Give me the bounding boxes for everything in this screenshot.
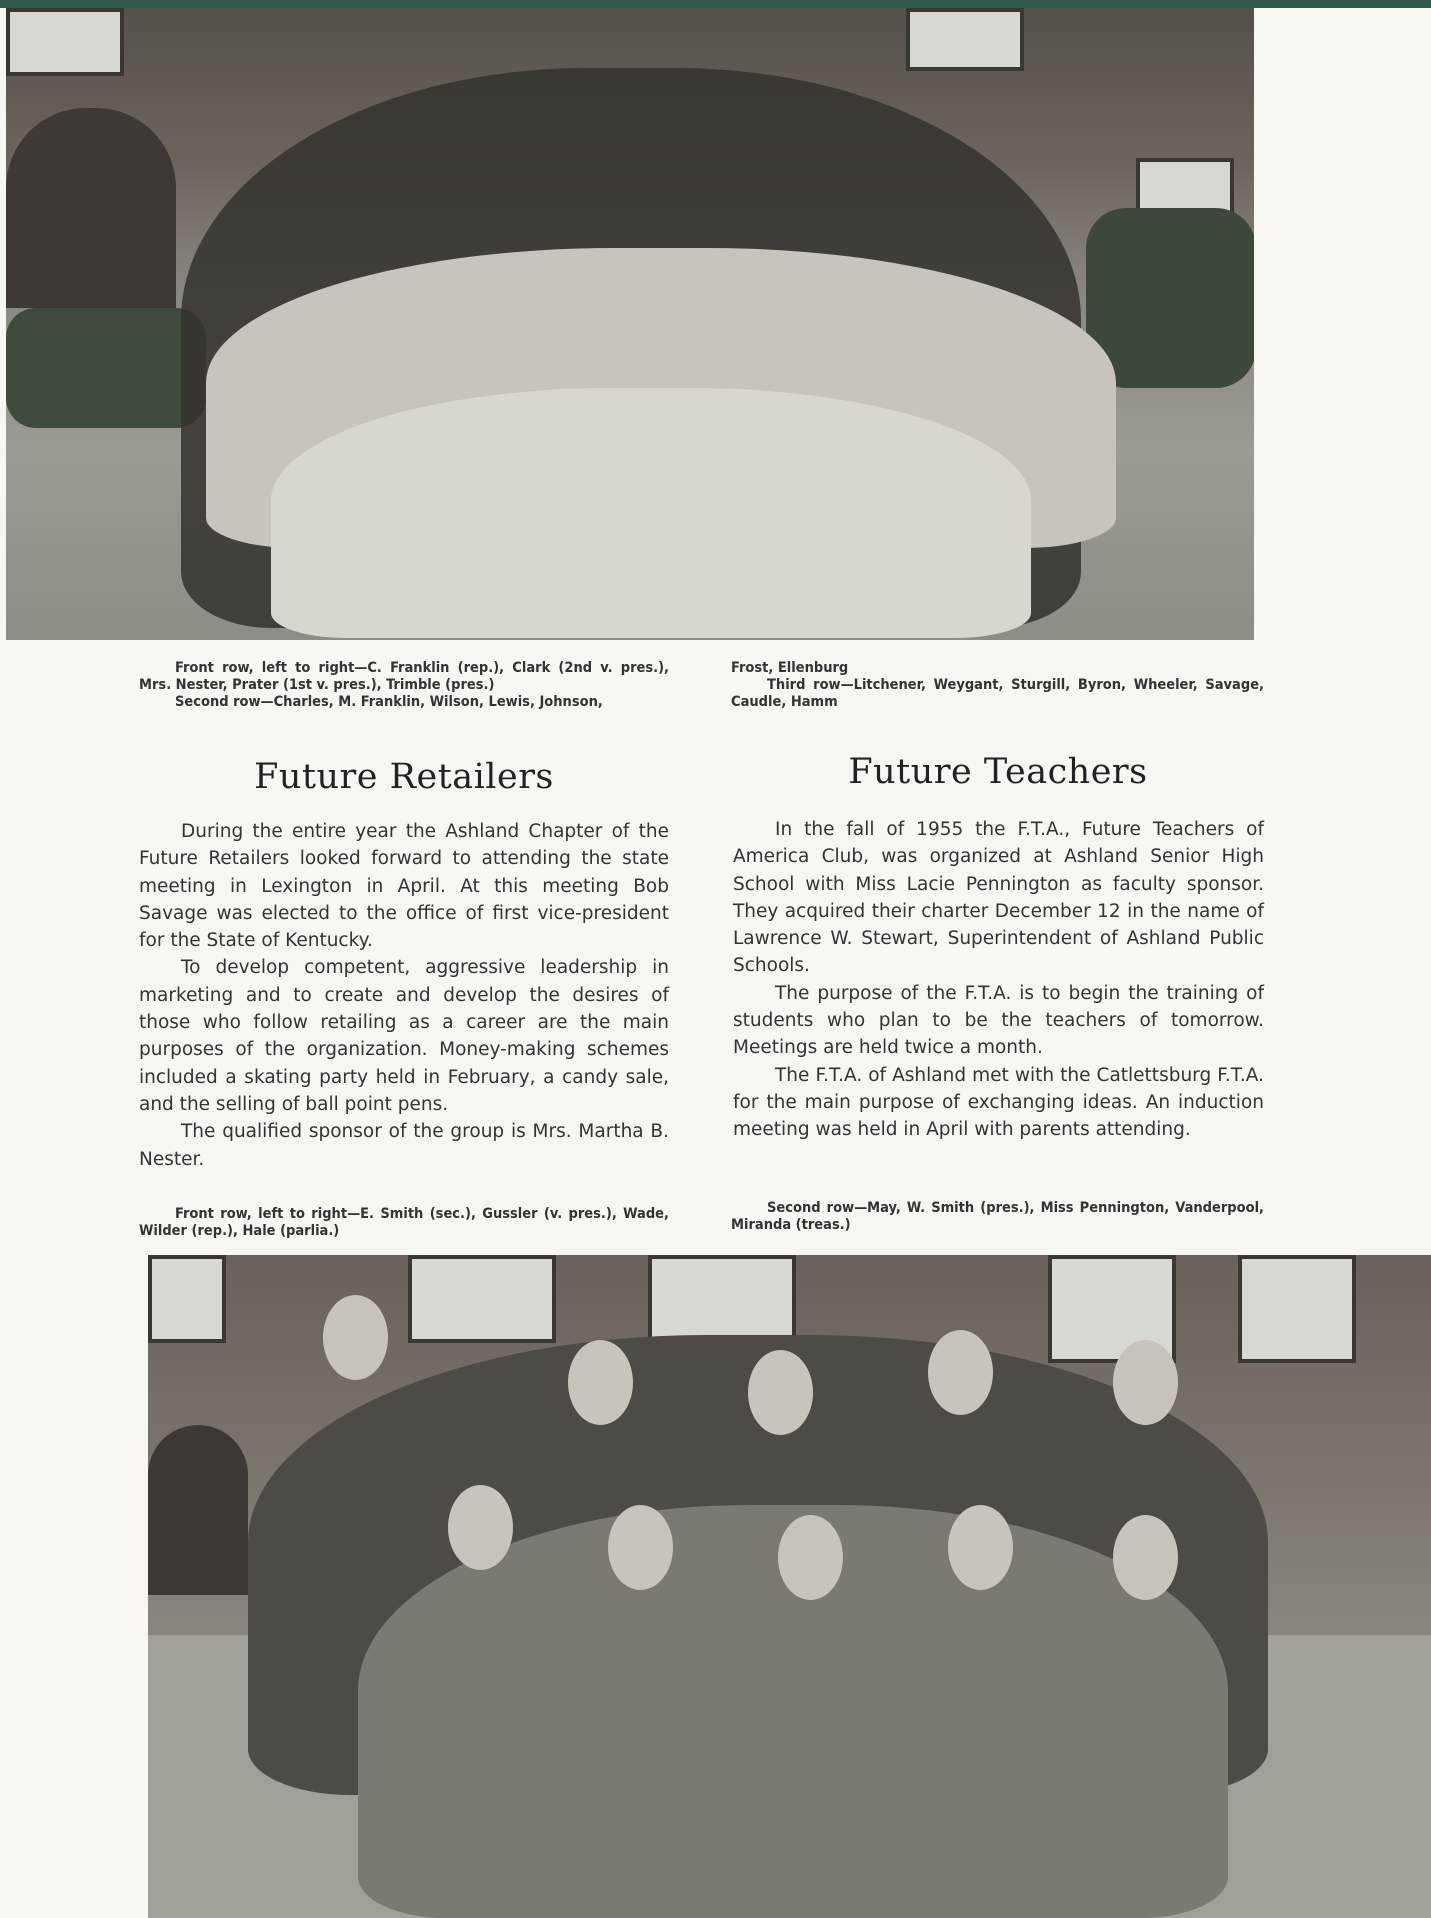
face [756, 298, 816, 373]
page-top-edge [0, 0, 1431, 8]
paragraph: The purpose of the F.T.A. is to begin the training of students who plan to be the teachers of tomorrow. Meetings are held twice a month. [733, 982, 1264, 1059]
face [476, 303, 536, 378]
window [648, 1255, 796, 1343]
arched-doorway [148, 1425, 248, 1595]
top-photo-caption-right [731, 660, 1264, 711]
future-retailers-article [139, 818, 669, 1173]
face [928, 1330, 993, 1415]
window [1238, 1255, 1356, 1363]
paragraph: In the fall of 1955 the F.T.A., Future Teachers of America Club, was organized at Ashland Senior High School with Miss Lacie Pennington as faculty sponsor. They acquired their charter December 12 in the name of Lawrence W. Stewart, Superintendent of Ashland Public Schools. [733, 819, 1264, 977]
face [568, 1340, 633, 1425]
caption-front-row: Front row, left to right—C. Franklin (rep.), Clark (2nd v. pres.), Mrs. Nester, Prater (1st v. pres.), Trimble (pres.) [139, 660, 669, 693]
window [906, 8, 1024, 71]
future-teachers-group-photo [148, 1255, 1431, 1918]
paragraph: The qualified sponsor of the group is Mrs. Martha B. Nester. [139, 1121, 669, 1170]
window [148, 1255, 226, 1343]
top-photo-caption-left [139, 660, 669, 711]
face [901, 298, 961, 373]
future-teachers-article [733, 816, 1264, 1144]
face [346, 308, 406, 383]
face [611, 308, 671, 383]
face [948, 1505, 1013, 1590]
shrub [6, 308, 206, 428]
future-teachers-heading: Future Teachers [848, 752, 1148, 792]
window [408, 1255, 556, 1343]
window [6, 8, 124, 76]
face [323, 1295, 388, 1380]
face [748, 1350, 813, 1435]
face [608, 1505, 673, 1590]
paragraph: To develop competent, aggressive leadership in marketing and to create and develop the desires of those who follow retailing as a career are the main purposes of the organization. Money-making schemes included a skating party held in February, a candy sale, and the selling of ball point pens. [139, 957, 669, 1115]
bottom-photo-caption-right [731, 1200, 1264, 1234]
paragraph: During the entire year the Ashland Chapter of the Future Retailers looked forward to attending the state meeting in Lexington in April. At this meeting Bob Savage was elected to the office of first vice-president for the State of Kentucky. [139, 821, 669, 952]
shrub [1086, 208, 1254, 388]
paragraph: The F.T.A. of Ashland met with the Catlettsburg F.T.A. for the main purpose of exchanging ideas. An induction meeting was held in April with parents attending. [733, 1064, 1264, 1141]
caption-second-row-cont: Frost, Ellenburg [731, 660, 849, 676]
face [1113, 1340, 1178, 1425]
caption-third-row: Third row—Litchener, Weygant, Sturgill, Byron, Wheeler, Savage, Caudle, Hamm [731, 677, 1264, 710]
future-retailers-heading: Future Retailers [254, 757, 554, 797]
caption-second-row: Second row—Charles, M. Franklin, Wilson, Lewis, Johnson, [175, 694, 603, 710]
students-front-row [271, 388, 1031, 638]
face [448, 1485, 513, 1570]
bottom-photo-caption-left [139, 1206, 669, 1240]
arched-doorway [6, 108, 176, 308]
caption-front-row: Front row, left to right—E. Smith (sec.), Gussler (v. pres.), Wade, Wilder (rep.), Hale (parlia.) [139, 1206, 669, 1239]
caption-second-row: Second row—May, W. Smith (pres.), Miss Pennington, Vanderpool, Miranda (treas.) [731, 1200, 1264, 1233]
face [1113, 1515, 1178, 1600]
future-retailers-group-photo [6, 8, 1254, 640]
face [778, 1515, 843, 1600]
